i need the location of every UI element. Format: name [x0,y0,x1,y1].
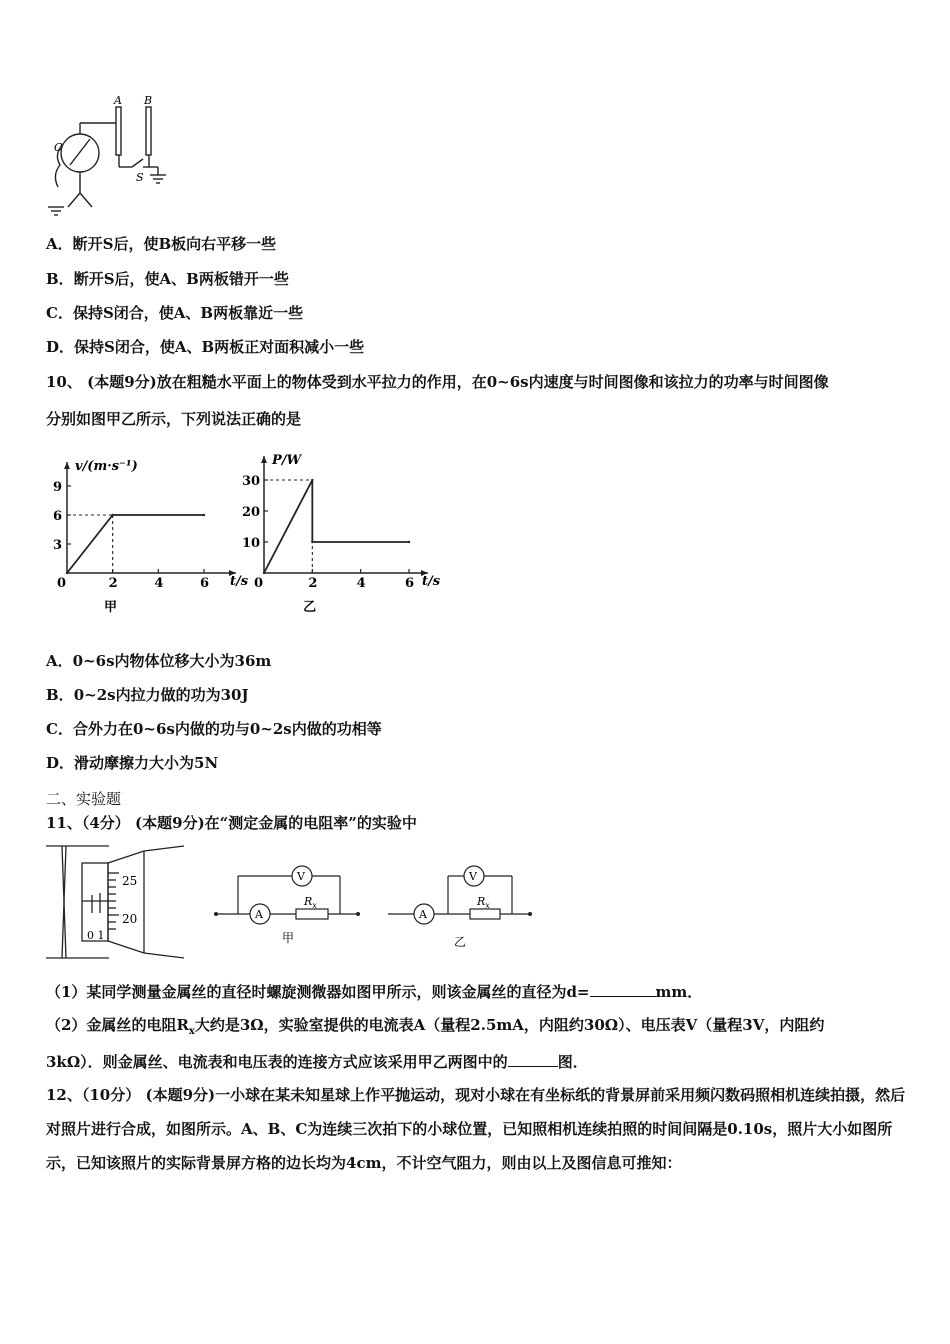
micrometer-sleeve-label: 0 1 [87,929,105,942]
answer-blank[interactable] [508,1050,558,1067]
micrometer-tick-lower: 20 [122,912,138,926]
data-point [66,572,68,574]
y-tick-label: 3 [53,538,63,553]
q10-stem-line1: 10、 (本题9分)放在粗糙水平面上的物体受到水平拉力的作用，在0~6s内速度与时间图像和该拉力的功率与时间图像 [46,373,829,391]
q11-sub2-line1 [46,1014,824,1043]
option-text: 保持S闭合，使A、B两板靠近一些 [72,304,304,322]
answer-blank[interactable] [590,980,656,997]
micrometer-figure [44,843,189,961]
switch-label: S [136,171,144,184]
x-tick-label: 0 [254,576,264,591]
q11-sub1 [46,980,702,1003]
q10-option-a [46,650,271,672]
option-letter: B． [46,686,74,704]
voltmeter-label: V [469,870,477,883]
option-text: 0~2s内拉力做的功为30J [73,686,249,704]
x-tick-label: 0 [57,576,67,591]
q10-option-c [46,718,382,740]
x-tick-label: 6 [200,576,210,591]
q11-sub2-pre: 3kΩ）．则金属丝、电流表和电压表的连接方式应该采用甲乙两图中的 [46,1053,508,1071]
data-series-line [264,480,409,573]
option-text: 断开S后，使A、B两板错开一些 [73,270,289,288]
terminal-dot [214,912,218,916]
option-letter: A． [46,235,73,253]
electroscope-capacitor-figure [40,95,180,220]
q11-sub2-post: 图． [557,1053,588,1071]
q10-stem-line2: 分别如图甲乙所示，下列说法正确的是 [46,410,302,428]
x-tick-label: 4 [356,576,366,591]
q11-sub2-line2 [46,1050,588,1073]
x-axis-label: t/s [230,574,249,589]
q11-sub2-b: 大约是3Ω，实验室提供的电流表A（量程2.5mA，内阻约30Ω）、电压表V（量程3V，内阻约 [194,1016,825,1034]
x-axis-label: t/s [422,574,441,589]
option-letter: D． [46,338,75,356]
velocity-time-chart [46,450,249,625]
terminal-dot [356,912,360,916]
ammeter-label: A [255,908,263,921]
y-tick-label: 6 [53,509,63,524]
y-axis-arrow [64,462,70,469]
q9-option-d [46,336,364,358]
x-tick-label: 2 [108,576,118,591]
circuit-a-figure [208,858,368,950]
section-heading: 二、实验题 [46,790,122,808]
q11-sub2-subscript: x [188,1026,195,1037]
option-text: 0~6s内物体位移大小为36m [72,652,272,670]
resistor-label: $R_x$ [477,895,490,910]
option-letter: D． [46,754,75,772]
chart-caption: 乙 [303,600,317,615]
data-point [263,572,265,574]
x-tick-label: 2 [308,576,318,591]
terminal-dot [528,912,532,916]
y-tick-label: 20 [242,505,261,520]
data-point [111,514,113,516]
data-point [408,541,410,543]
q12-stem: 12、（10分） (本题9分)一小球在某未知星球上作平抛运动，现对小球在有坐标纸的背景屏前采用频闪数码照相机连续拍摄，然后对照片进行合成，如图所示。A、B、C为连续三次拍下的小球位置，已知照相机连续拍照的时间间隔是0.10s，照片大小如图所示，已知该照片的实际背景屏方格的边长均为4cm，不计空气阻力，则由以上及图信息可推知： [46,1086,906,1172]
option-letter: C． [46,304,73,322]
data-series-line [67,515,204,573]
y-tick-label: 9 [53,480,63,495]
option-letter: B． [46,270,74,288]
ammeter-label: A [419,908,427,921]
micrometer-tick-upper: 25 [122,874,138,888]
electroscope-label: C [54,141,63,154]
y-axis-arrow [261,456,267,463]
y-tick-label: 10 [242,536,261,551]
q11-sub1-pre: （1）某同学测量金属丝的直径时螺旋测微器如图甲所示，则该金属丝的直径为d= [46,983,590,1001]
q11-sub1-post: mm． [655,983,703,1001]
y-tick-label: 30 [242,474,261,489]
q9-option-c [46,302,303,324]
y-axis-label: v/(m·s⁻¹) [75,459,138,474]
q10-option-d [46,752,218,774]
x-tick-label: 4 [154,576,164,591]
data-point [311,541,313,543]
circuit-b-caption: 乙 [454,935,467,949]
option-text: 保持S闭合，使A、B两板正对面积减小一些 [74,338,365,356]
voltmeter-label: V [297,870,305,883]
plate-a-label: A [114,94,122,107]
option-text: 合外力在0~6s内做的功与0~2s内做的功相等 [72,720,382,738]
q9-option-b [46,268,289,290]
plate-b-label: B [144,94,153,107]
option-text: 断开S后，使B板向右平移一些 [72,235,277,253]
q10-option-b [46,684,249,706]
circuit-a-caption: 甲 [282,931,295,945]
option-letter: A． [46,652,73,670]
q9-option-a [46,233,276,255]
y-axis-label: P/W [272,453,302,468]
q11-sub2-a: （2）金属丝的电阻R [46,1016,189,1034]
q11-title: 11、（4分） (本题9分)在“测定金属的电阻率”的实验中 [46,814,417,832]
data-point [203,514,205,516]
data-point [311,479,313,481]
chart-caption: 甲 [103,600,118,615]
x-tick-label: 6 [405,576,415,591]
option-letter: C． [46,720,73,738]
power-time-chart [238,448,453,625]
resistor-label: $R_x$ [304,895,317,910]
circuit-b-figure [380,858,540,950]
option-text: 滑动摩擦力大小为5N [74,754,219,772]
